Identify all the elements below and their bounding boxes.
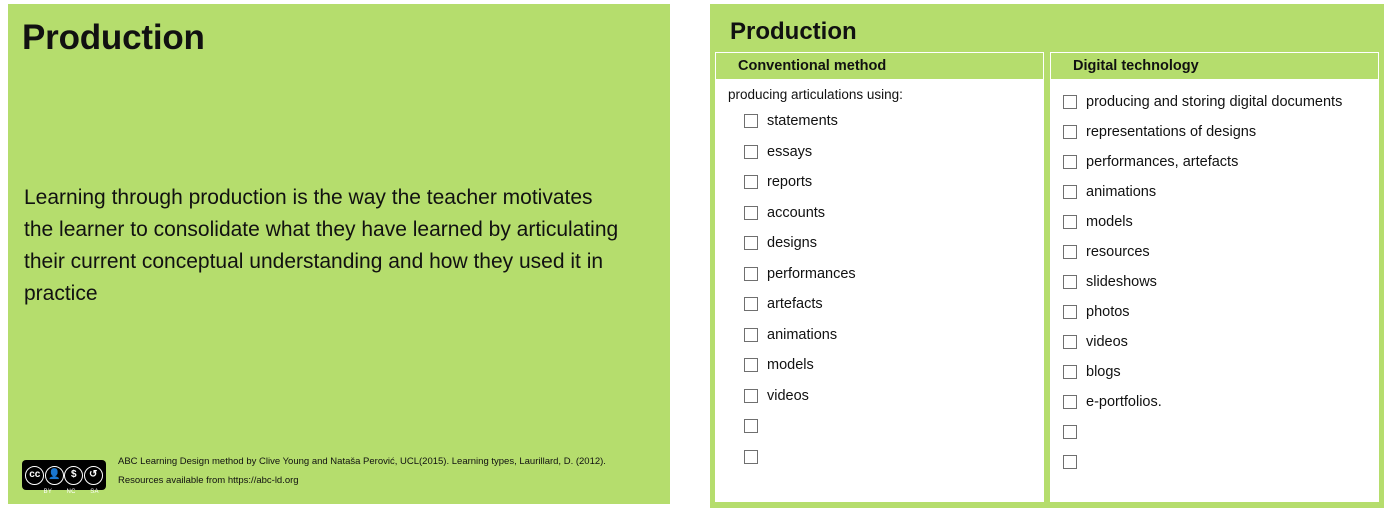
checkbox-icon[interactable]	[744, 358, 758, 372]
list-item-label: artefacts	[767, 296, 823, 313]
checkbox-icon[interactable]	[744, 328, 758, 342]
left-card	[8, 4, 670, 504]
checkbox-icon[interactable]	[1063, 155, 1077, 169]
list-item[interactable]	[1059, 297, 1370, 327]
list-item[interactable]	[1059, 147, 1370, 177]
list-item-label: animations	[1086, 184, 1157, 200]
list-item[interactable]	[1059, 447, 1370, 477]
column-body-digital	[1050, 80, 1379, 502]
column-conventional-method	[715, 52, 1044, 502]
list-item-label: producing and storing digital documents	[1086, 94, 1343, 110]
list-item-label: essays	[767, 143, 813, 160]
checkbox-icon[interactable]	[1063, 245, 1077, 259]
left-card-body-text: Learning through production is the way the teacher motivates the learner to consolidate what they have learned by articulating their current conceptual understanding and how they used it in practice	[24, 186, 619, 305]
checkbox-icon[interactable]	[1063, 425, 1077, 439]
checkbox-icon[interactable]	[1063, 395, 1077, 409]
list-item[interactable]	[724, 289, 1035, 320]
checkbox-icon[interactable]	[744, 206, 758, 220]
list-item[interactable]	[724, 381, 1035, 412]
right-card-title: Production	[730, 18, 857, 45]
list-item[interactable]	[1059, 327, 1370, 357]
checkbox-icon[interactable]	[744, 267, 758, 281]
list-item-label: videos	[767, 387, 809, 404]
list-item-label: slideshows	[1086, 274, 1157, 290]
list-item[interactable]	[724, 442, 1035, 473]
list-item[interactable]	[724, 259, 1035, 290]
list-item-label: models	[1086, 214, 1133, 230]
cc-label-sa: SA	[90, 489, 99, 495]
list-item-label: photos	[1086, 304, 1130, 320]
checkbox-icon[interactable]	[744, 175, 758, 189]
column-body-conventional	[715, 80, 1044, 502]
cc-nc-icon: $	[64, 466, 83, 485]
creative-commons-icon	[22, 460, 106, 490]
list-item-label: reports	[767, 174, 813, 191]
checkbox-icon[interactable]	[1063, 275, 1077, 289]
column-header-conventional: Conventional method	[715, 52, 1044, 80]
checkbox-icon[interactable]	[744, 450, 758, 464]
list-item[interactable]	[724, 411, 1035, 442]
list-item-label: resources	[1086, 244, 1150, 260]
checkbox-icon[interactable]	[744, 419, 758, 433]
list-item-label: performances	[767, 265, 856, 282]
list-item-label: statements	[767, 113, 838, 130]
list-item[interactable]	[1059, 177, 1370, 207]
list-item-label: models	[767, 357, 814, 374]
checkbox-icon[interactable]	[1063, 125, 1077, 139]
list-item[interactable]	[1059, 87, 1370, 117]
list-item[interactable]	[1059, 387, 1370, 417]
credit-line-2: Resources available from https://abc-ld.org	[118, 475, 299, 486]
list-item-label: blogs	[1086, 364, 1121, 380]
list-item[interactable]	[1059, 207, 1370, 237]
checkbox-icon[interactable]	[744, 114, 758, 128]
column-header-digital: Digital technology	[1050, 52, 1379, 80]
list-item[interactable]	[1059, 237, 1370, 267]
list-item-label: e-portfolios.	[1086, 394, 1162, 410]
list-item-label: animations	[767, 326, 838, 343]
checkbox-icon[interactable]	[744, 236, 758, 250]
checkbox-icon[interactable]	[1063, 95, 1077, 109]
checkbox-icon[interactable]	[1063, 455, 1077, 469]
cc-sa-icon: ↺	[84, 466, 103, 485]
checkbox-icon[interactable]	[744, 145, 758, 159]
column-digital-technology	[1050, 52, 1379, 502]
list-item[interactable]	[724, 198, 1035, 229]
checkbox-icon[interactable]	[1063, 305, 1077, 319]
checkbox-icon[interactable]	[744, 297, 758, 311]
list-item-label: representations of designs	[1086, 124, 1257, 140]
columns-container	[715, 52, 1379, 502]
list-item[interactable]	[724, 167, 1035, 198]
cc-labels	[22, 489, 106, 495]
list-item[interactable]	[724, 228, 1035, 259]
list-item[interactable]	[724, 106, 1035, 137]
cc-label-nc: NC	[66, 489, 76, 495]
list-item[interactable]	[1059, 357, 1370, 387]
checkbox-icon[interactable]	[1063, 215, 1077, 229]
left-card-title: Production	[22, 18, 205, 57]
checkbox-icon[interactable]	[1063, 335, 1077, 349]
list-item-label: accounts	[767, 204, 826, 221]
conventional-intro-text: producing articulations using:	[728, 87, 903, 102]
list-item[interactable]	[724, 350, 1035, 381]
cc-mark-icon: cc	[25, 466, 44, 485]
right-card	[710, 4, 1384, 508]
list-item-label: videos	[1086, 334, 1128, 350]
list-item[interactable]	[1059, 417, 1370, 447]
list-item[interactable]	[724, 137, 1035, 168]
list-item[interactable]	[1059, 267, 1370, 297]
checkbox-icon[interactable]	[1063, 185, 1077, 199]
cc-by-icon: 👤	[45, 466, 64, 485]
list-item-label: designs	[767, 235, 817, 252]
list-item-label: performances, artefacts	[1086, 154, 1239, 170]
list-item[interactable]	[1059, 117, 1370, 147]
cc-label-by: BY	[43, 489, 53, 495]
checkbox-icon[interactable]	[744, 389, 758, 403]
credit-line-1: ABC Learning Design method by Clive Young and Nataša Perović, UCL(2015). Learning types, Laurillard, D. (2012).	[118, 456, 606, 467]
checkbox-icon[interactable]	[1063, 365, 1077, 379]
list-item[interactable]	[724, 320, 1035, 351]
